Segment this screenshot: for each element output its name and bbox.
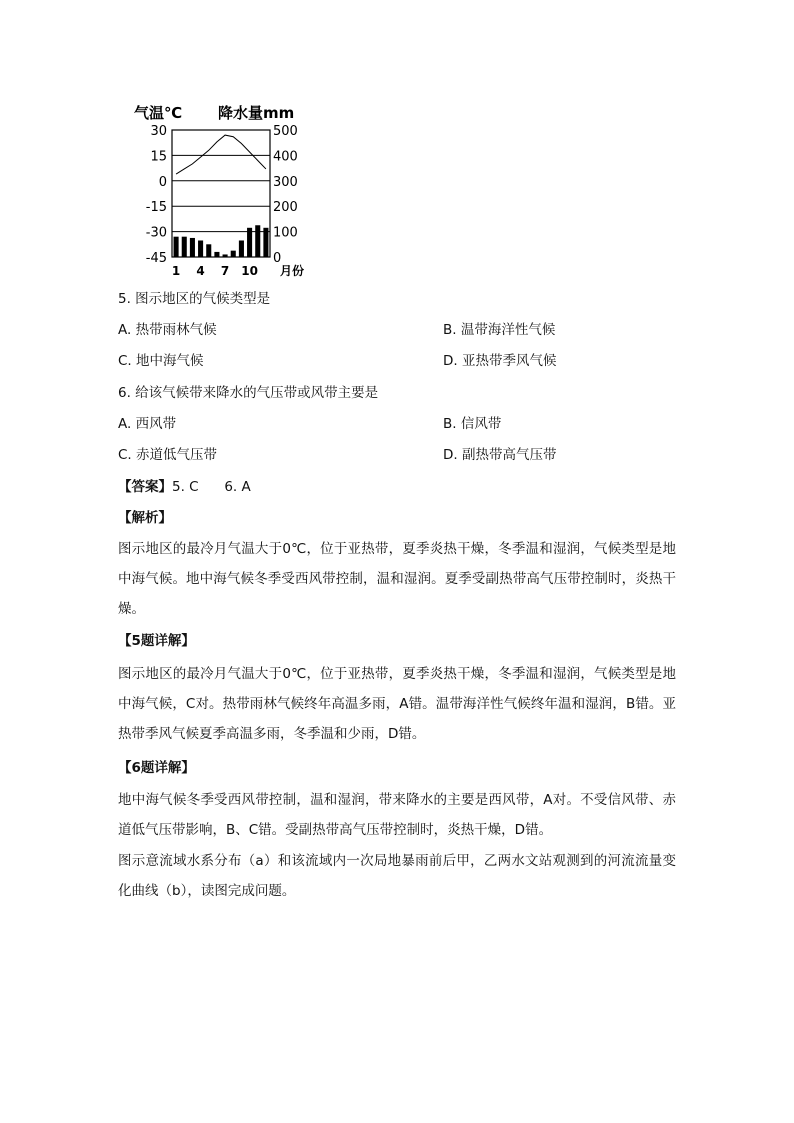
q5-option-b: B. 温带海洋性气候 bbox=[443, 322, 556, 338]
precip-bar bbox=[239, 240, 244, 257]
temp-tick-label: -30 bbox=[145, 225, 167, 241]
precip-bars bbox=[174, 225, 269, 257]
temp-tick-label: 30 bbox=[150, 124, 167, 139]
month-tick-label: 1 bbox=[171, 264, 181, 278]
month-tick-label: 7 bbox=[220, 264, 230, 278]
answer-tag: 【答案】 bbox=[118, 479, 172, 495]
detail5-tag: 【5题详解】 bbox=[118, 633, 195, 649]
precip-tick-label: 300 bbox=[273, 174, 298, 190]
precip-bar bbox=[255, 225, 260, 257]
next-question-intro: 图示意流域水系分布（a）和该流域内一次局地暴雨前后甲，乙两水文站观测到的河流流量变化曲线（b），读图完成问题。 bbox=[118, 853, 676, 899]
precip-bar bbox=[182, 237, 187, 257]
temp-tick-label: -45 bbox=[145, 251, 167, 266]
precip-tick-label: 400 bbox=[273, 149, 298, 165]
precip-tick-label: 100 bbox=[273, 225, 298, 241]
detail5-text: 图示地区的最冷月气温大于0℃，位于亚热带，夏季炎热干燥，冬季温和湿润，气候类型是地中海气候，C对。热带雨林气候终年高温多雨，A错。温带海洋性气候终年温和湿润，B错。亚热带季风气候夏季高温多雨，冬季温和少雨，D错。 bbox=[118, 666, 676, 742]
q5-option-c: C. 地中海气候 bbox=[118, 353, 204, 369]
precip-bar bbox=[214, 252, 219, 257]
precip-bar bbox=[206, 244, 211, 257]
temp-ticks bbox=[146, 124, 167, 266]
q6-stem: 6. 给该气候带来降水的气压带或风带主要是 bbox=[118, 385, 379, 401]
precip-bar bbox=[263, 228, 268, 257]
q5-option-a: A. 热带雨林气候 bbox=[118, 322, 217, 338]
month-axis-label: 月份 bbox=[280, 264, 304, 278]
precip-ticks bbox=[273, 124, 298, 266]
analysis-text: 图示地区的最冷月气温大于0℃，位于亚热带，夏季炎热干燥，冬季温和湿润，气候类型是地中海气候。地中海气候冬季受西风带控制，温和湿润。夏季受副热带高气压带控制时，炎热干燥。 bbox=[118, 541, 676, 617]
q6-option-d: D. 副热带高气压带 bbox=[443, 447, 557, 463]
precip-bar bbox=[198, 240, 203, 257]
climate-chart bbox=[134, 100, 304, 280]
precip-bar bbox=[190, 238, 195, 257]
temp-tick-label: 0 bbox=[158, 174, 167, 190]
q6-option-c: C. 赤道低气压带 bbox=[118, 447, 218, 463]
q6-option-a: A. 西风带 bbox=[118, 416, 177, 432]
precip-bar bbox=[174, 237, 179, 257]
temp-tick-label: -15 bbox=[145, 200, 167, 216]
temp-tick-label: 15 bbox=[150, 149, 167, 165]
q5-stem: 5. 图示地区的气候类型是 bbox=[118, 291, 271, 307]
precip-tick-label: 0 bbox=[273, 251, 282, 266]
q5-option-d: D. 亚热带季风气候 bbox=[443, 353, 557, 369]
precip-bar bbox=[231, 251, 236, 257]
precip-axis-label: 降水量mm bbox=[218, 104, 295, 122]
answer-text: 5. C 6. A bbox=[172, 479, 251, 495]
month-ticks bbox=[172, 264, 258, 278]
analysis-tag: 【解析】 bbox=[118, 510, 172, 526]
temperature-line bbox=[176, 135, 266, 174]
q6-option-b: B. 信风带 bbox=[443, 416, 502, 432]
detail6-tag: 【6题详解】 bbox=[118, 760, 195, 776]
answer-line bbox=[118, 476, 251, 498]
detail6-text: 地中海气候冬季受西风带控制，温和湿润，带来降水的主要是西风带，A对。不受信风带、赤道低气压带影响，B、C错。受副热带高气压带控制时，炎热干燥，D错。 bbox=[118, 792, 676, 838]
temp-axis-label: 气温℃ bbox=[134, 104, 183, 122]
precip-tick-label: 500 bbox=[273, 124, 298, 139]
month-tick-label: 10 bbox=[241, 264, 258, 278]
precip-tick-label: 200 bbox=[273, 200, 298, 216]
precip-bar bbox=[223, 254, 228, 257]
precip-bar bbox=[247, 228, 252, 257]
month-tick-label: 4 bbox=[196, 264, 205, 278]
